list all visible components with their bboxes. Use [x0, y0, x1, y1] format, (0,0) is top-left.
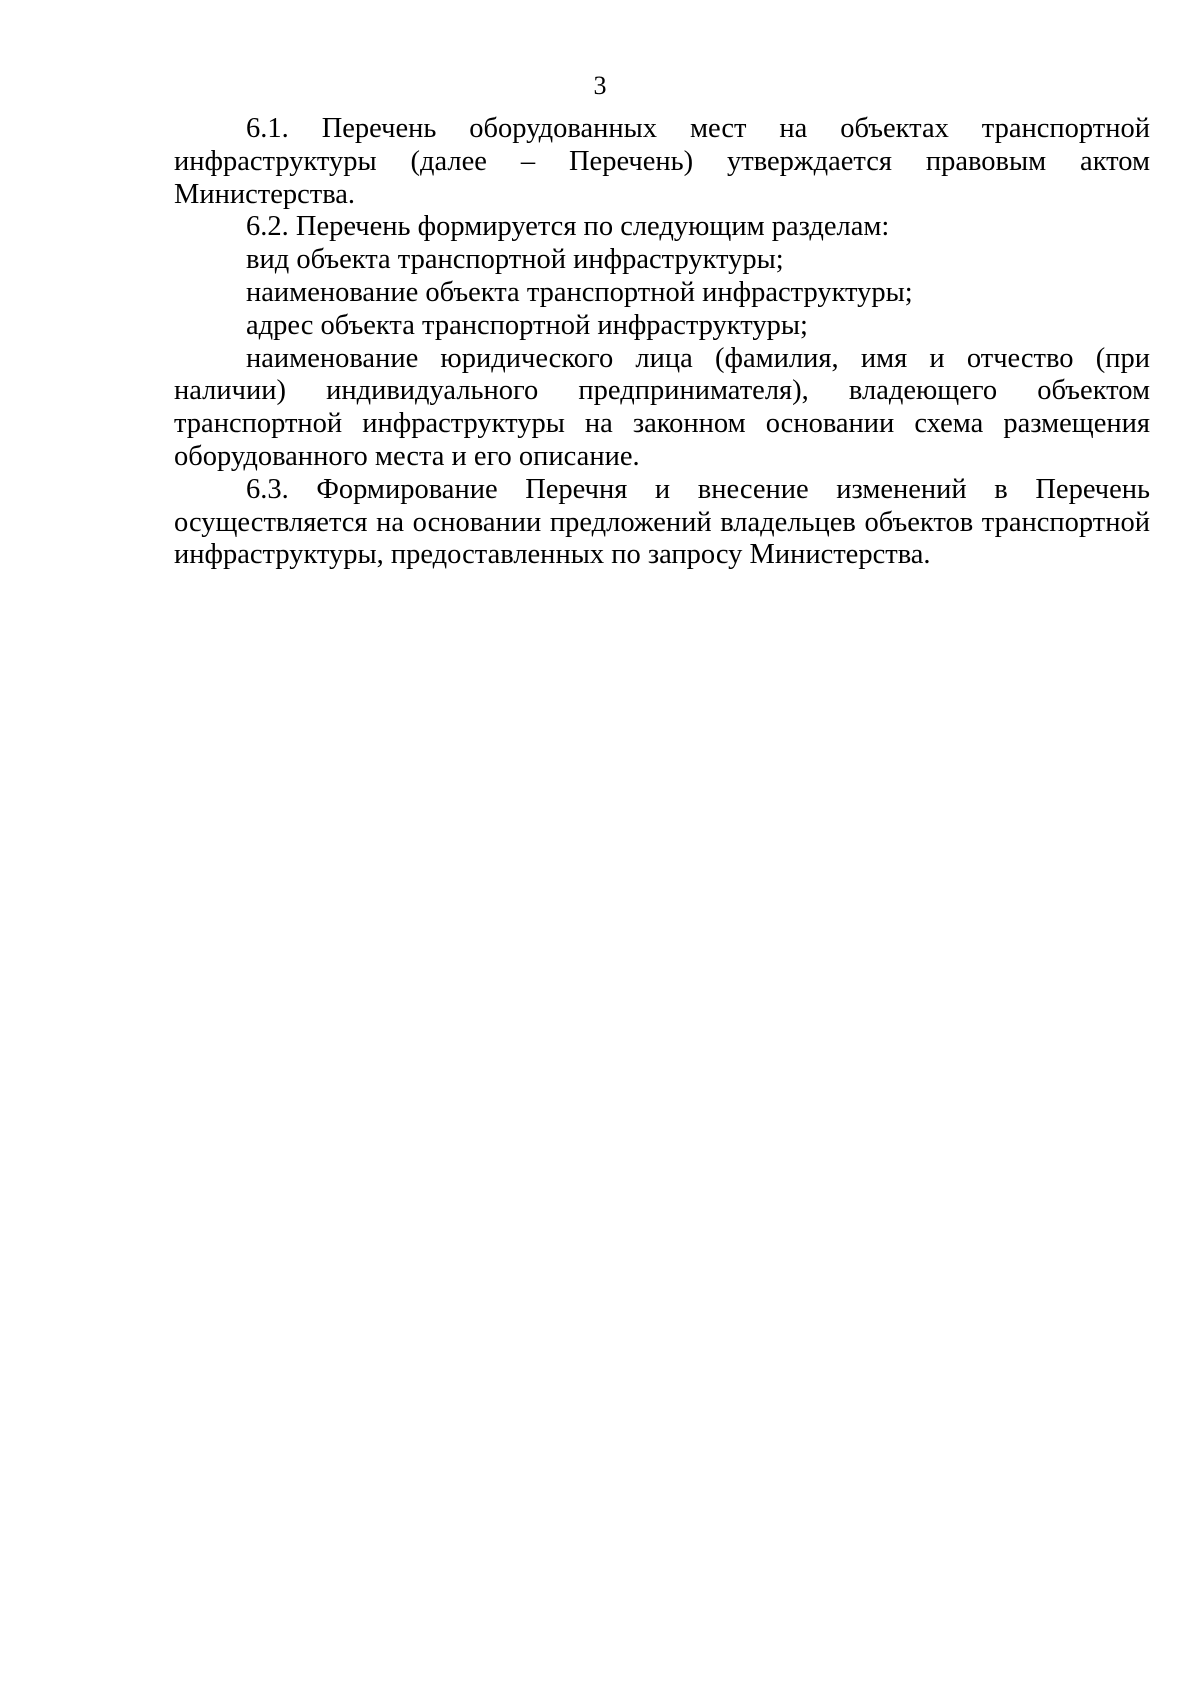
paragraph-6-3: 6.3. Формирование Перечня и внесение изменений в Перечень осуществляется на основании предложений владельцев объектов транспортной инфраструктуры, предоставленных по запросу Министерства.	[174, 473, 1150, 571]
paragraph-6-1: 6.1. Перечень оборудованных мест на объектах транспортной инфраструктуры (далее – Перечень) утверждается правовым актом Министерства.	[174, 113, 1150, 210]
paragraph-6-2: 6.2. Перечень формируется по следующим разделам:	[246, 211, 890, 243]
document-body	[174, 113, 1150, 572]
list-item-object-name: наименование объекта транспортной инфраструктуры;	[246, 276, 913, 308]
list-item-object-address: адрес объекта транспортной инфраструктуры;	[246, 309, 808, 341]
list-item-owner-info: наименование юридического лица (фамилия, имя и отчество (при наличии) индивидуального предпринимателя), владеющего объектом транспортной инфраструктуры на законном основании схема размещения оборудованного места и его описание.	[174, 342, 1150, 472]
list-item-object-type: вид объекта транспортной инфраструктуры;	[246, 244, 784, 276]
page-number: 3	[593, 71, 607, 100]
